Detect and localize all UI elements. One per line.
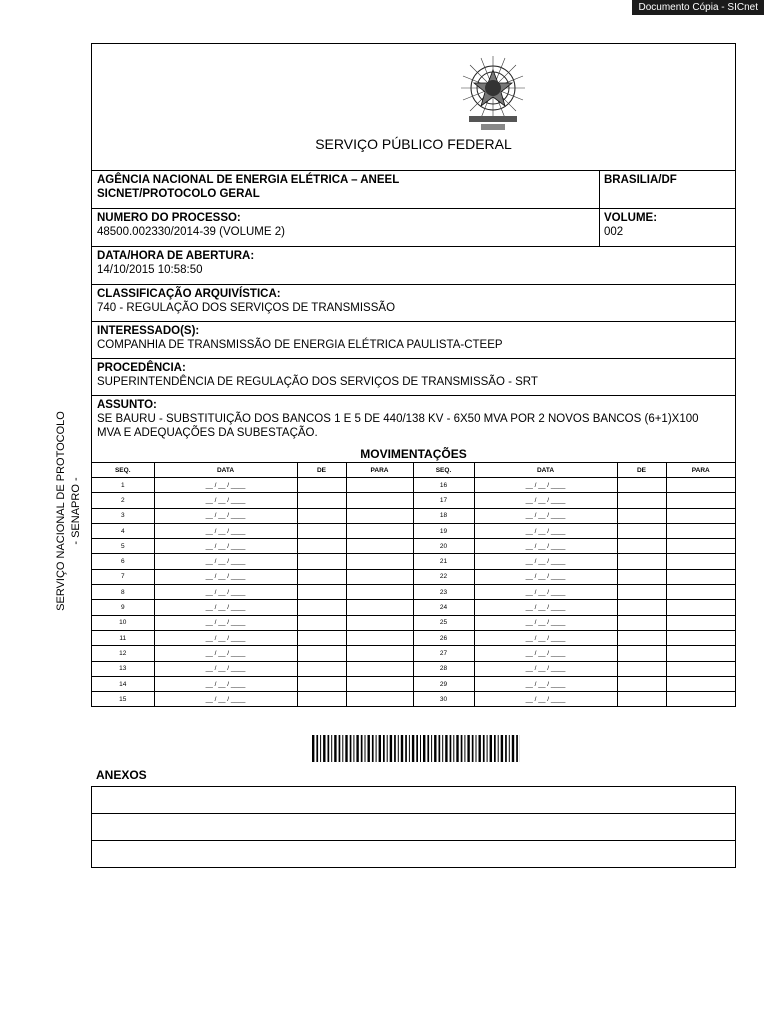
- row-from[interactable]: [617, 676, 666, 691]
- row-date[interactable]: __ / __ / ____: [154, 523, 297, 538]
- row-to[interactable]: [346, 539, 413, 554]
- row-to[interactable]: [666, 554, 735, 569]
- col-para-2: PARA: [666, 463, 735, 478]
- row-date[interactable]: __ / __ / ____: [474, 630, 617, 645]
- watermark-badge: Documento Cópia - SICnet: [632, 0, 764, 15]
- barcode-bar: [501, 735, 503, 762]
- process-cover: [91, 43, 736, 707]
- side-stamp-line2: - SENAPRO -: [70, 477, 82, 545]
- row-from[interactable]: [617, 478, 666, 493]
- barcode-bar: [350, 735, 352, 762]
- volume-label: VOLUME:: [604, 212, 658, 224]
- row-date[interactable]: __ / __ / ____: [154, 539, 297, 554]
- row-to[interactable]: [346, 508, 413, 523]
- barcode-bar: [512, 735, 514, 762]
- barcode-bar: [394, 735, 396, 762]
- table-row: [92, 508, 735, 523]
- row-from[interactable]: [617, 523, 666, 538]
- row-to[interactable]: [346, 600, 413, 615]
- barcode-bar: [472, 735, 474, 762]
- barcode-bar: [450, 735, 452, 762]
- col-de-2: DE: [617, 463, 666, 478]
- header: [92, 44, 735, 171]
- row-seq: 11: [92, 630, 154, 645]
- agency-location: BRASILIA/DF: [604, 174, 677, 186]
- subject-line2: MVA E ADEQUAÇÕES DA SUBESTAÇÃO.: [97, 427, 318, 439]
- row-date[interactable]: __ / __ / ____: [154, 646, 297, 661]
- row-seq: 15: [92, 692, 154, 707]
- row-seq: 24: [413, 600, 474, 615]
- barcode-bar: [479, 735, 481, 762]
- row-date[interactable]: __ / __ / ____: [474, 554, 617, 569]
- barcode-bar: [453, 735, 454, 762]
- row-from[interactable]: [297, 676, 346, 691]
- row-seq: 4: [92, 523, 154, 538]
- row-seq: 25: [413, 615, 474, 630]
- row-date[interactable]: __ / __ / ____: [154, 661, 297, 676]
- row-to[interactable]: [346, 661, 413, 676]
- table-row: [92, 692, 735, 707]
- interested-label: INTERESSADO(S):: [97, 325, 200, 337]
- row-date[interactable]: __ / __ / ____: [154, 569, 297, 584]
- barcode-bar: [320, 735, 321, 762]
- barcode-bar: [372, 735, 374, 762]
- row-date[interactable]: __ / __ / ____: [474, 478, 617, 493]
- row-seq: 21: [413, 554, 474, 569]
- row-date[interactable]: __ / __ / ____: [154, 554, 297, 569]
- barcode-bar: [328, 735, 330, 762]
- row-seq: 8: [92, 585, 154, 600]
- row-to[interactable]: [666, 523, 735, 538]
- table-row: [92, 676, 735, 691]
- barcode-bar: [379, 735, 381, 762]
- barcode-bar: [445, 735, 447, 762]
- row-date[interactable]: __ / __ / ____: [474, 692, 617, 707]
- side-stamp: [54, 406, 94, 616]
- row-seq: 30: [413, 692, 474, 707]
- movements-header-row: [92, 463, 735, 478]
- row-date[interactable]: __ / __ / ____: [154, 630, 297, 645]
- annex-line[interactable]: [92, 787, 735, 814]
- row-to[interactable]: [346, 630, 413, 645]
- row-from[interactable]: [297, 692, 346, 707]
- row-date[interactable]: __ / __ / ____: [474, 539, 617, 554]
- process-number-label: NUMERO DO PROCESSO:: [97, 212, 241, 224]
- barcode-bar: [387, 735, 388, 762]
- row-date[interactable]: __ / __ / ____: [154, 493, 297, 508]
- col-data: DATA: [154, 463, 297, 478]
- movements-table: [92, 462, 735, 706]
- row-date[interactable]: __ / __ / ____: [154, 508, 297, 523]
- row-to[interactable]: [666, 676, 735, 691]
- row-date[interactable]: __ / __ / ____: [154, 478, 297, 493]
- table-row: [92, 569, 735, 584]
- side-stamp-line1: SERVIÇO NACIONAL DE PROTOCOLO: [55, 411, 67, 611]
- barcode-bar: [498, 735, 499, 762]
- row-to[interactable]: [666, 585, 735, 600]
- classification-value: 740 - REGULAÇÃO DOS SERVIÇOS DE TRANSMISSÃO: [97, 302, 396, 314]
- row-seq: 14: [92, 676, 154, 691]
- agency-row: [92, 171, 735, 209]
- annex-line[interactable]: [92, 841, 735, 867]
- row-date[interactable]: __ / __ / ____: [474, 600, 617, 615]
- barcode-bar: [467, 735, 469, 762]
- row-from[interactable]: [297, 478, 346, 493]
- row-date[interactable]: __ / __ / ____: [154, 676, 297, 691]
- row-date[interactable]: __ / __ / ____: [154, 615, 297, 630]
- table-row: [92, 478, 735, 493]
- barcode-bar: [423, 735, 425, 762]
- row-to[interactable]: [346, 692, 413, 707]
- row-date[interactable]: __ / __ / ____: [154, 600, 297, 615]
- barcode-bar: [427, 735, 429, 762]
- annexes-label: ANEXOS: [96, 768, 147, 782]
- col-data-2: DATA: [474, 463, 617, 478]
- subject-line1: SE BAURU - SUBSTITUIÇÃO DOS BANCOS 1 E 5 DE 440/138 KV - 6X50 MVA POR 2 NOVOS BANCOS (6+1)X100: [97, 413, 699, 425]
- row-seq: 19: [413, 523, 474, 538]
- classification-label: CLASSIFICAÇÃO ARQUIVÍSTICA:: [97, 288, 281, 300]
- row-from[interactable]: [297, 554, 346, 569]
- process-number-value: 48500.002330/2014-39 (VOLUME 2): [97, 226, 285, 238]
- barcode-bar: [420, 735, 421, 762]
- table-row: [92, 585, 735, 600]
- row-from[interactable]: [297, 569, 346, 584]
- row-from[interactable]: [617, 569, 666, 584]
- barcode-bar: [345, 735, 347, 762]
- col-seq-2: SEQ.: [413, 463, 474, 478]
- barcode-bar: [434, 735, 436, 762]
- table-row: [92, 646, 735, 661]
- barcode-bar: [416, 735, 418, 762]
- coat-of-arms-icon: [451, 50, 535, 134]
- barcode-bar: [412, 735, 414, 762]
- row-from[interactable]: [297, 600, 346, 615]
- barcode-bar: [383, 735, 385, 762]
- row-date[interactable]: __ / __ / ____: [474, 585, 617, 600]
- row-date[interactable]: __ / __ / ____: [474, 615, 617, 630]
- row-to[interactable]: [666, 630, 735, 645]
- barcode-bar: [439, 735, 441, 762]
- row-to[interactable]: [346, 478, 413, 493]
- interested-value: COMPANHIA DE TRANSMISSÃO DE ENERGIA ELÉTRICA PAULISTA-CTEEP: [97, 339, 503, 351]
- row-from[interactable]: [617, 539, 666, 554]
- barcode-bar: [464, 735, 465, 762]
- row-seq: 22: [413, 569, 474, 584]
- row-seq: 5: [92, 539, 154, 554]
- row-from[interactable]: [297, 523, 346, 538]
- row-date[interactable]: __ / __ / ____: [474, 676, 617, 691]
- row-from[interactable]: [617, 692, 666, 707]
- origin-label: PROCEDÊNCIA:: [97, 362, 186, 374]
- row-from[interactable]: [297, 630, 346, 645]
- barcode-bar: [353, 735, 354, 762]
- barcode-bar: [316, 735, 318, 762]
- opening-date-row: [92, 247, 735, 285]
- table-row: [92, 630, 735, 645]
- row-to[interactable]: [346, 493, 413, 508]
- barcode-bar: [516, 735, 518, 762]
- row-seq: 26: [413, 630, 474, 645]
- barcode-bar: [376, 735, 377, 762]
- row-date[interactable]: __ / __ / ____: [474, 523, 617, 538]
- table-row: [92, 493, 735, 508]
- opening-date-value: 14/10/2015 10:58:50: [97, 264, 203, 276]
- barcode-bar: [442, 735, 443, 762]
- row-seq: 12: [92, 646, 154, 661]
- col-seq: SEQ.: [92, 463, 154, 478]
- row-date[interactable]: __ / __ / ____: [154, 585, 297, 600]
- row-seq: 6: [92, 554, 154, 569]
- barcode-bar: [334, 735, 336, 762]
- row-from[interactable]: [297, 646, 346, 661]
- barcode-bar: [339, 735, 341, 762]
- row-date[interactable]: __ / __ / ____: [154, 692, 297, 707]
- opening-date-label: DATA/HORA DE ABERTURA:: [97, 250, 255, 262]
- movements-title: MOVIMENTAÇÕES: [360, 447, 467, 461]
- row-seq: 13: [92, 661, 154, 676]
- row-from[interactable]: [297, 585, 346, 600]
- barcode-bar: [368, 735, 370, 762]
- row-seq: 20: [413, 539, 474, 554]
- barcode-bar: [461, 735, 463, 762]
- row-from[interactable]: [617, 493, 666, 508]
- row-date[interactable]: __ / __ / ____: [474, 493, 617, 508]
- agency-name: AGÊNCIA NACIONAL DE ENERGIA ELÉTRICA – ANEEL: [97, 174, 400, 186]
- barcode-bar: [483, 735, 485, 762]
- row-from[interactable]: [297, 508, 346, 523]
- barcode-bar: [456, 735, 458, 762]
- row-from[interactable]: [617, 630, 666, 645]
- table-row: [92, 661, 735, 676]
- barcode-bar: [476, 735, 477, 762]
- barcode: [312, 735, 520, 762]
- row-to[interactable]: [346, 569, 413, 584]
- table-row: [92, 554, 735, 569]
- row-from[interactable]: [617, 585, 666, 600]
- row-seq: 3: [92, 508, 154, 523]
- row-to[interactable]: [346, 523, 413, 538]
- row-to[interactable]: [666, 478, 735, 493]
- table-row: [92, 523, 735, 538]
- row-to[interactable]: [346, 615, 413, 630]
- row-from[interactable]: [297, 661, 346, 676]
- row-to[interactable]: [666, 539, 735, 554]
- row-seq: 9: [92, 600, 154, 615]
- row-date[interactable]: __ / __ / ____: [474, 569, 617, 584]
- row-from[interactable]: [617, 554, 666, 569]
- barcode-bar: [494, 735, 496, 762]
- barcode-bar: [365, 735, 366, 762]
- barcode-bar: [505, 735, 507, 762]
- row-to[interactable]: [666, 646, 735, 661]
- row-from[interactable]: [617, 646, 666, 661]
- barcode-bar: [409, 735, 410, 762]
- agency-unit: SICNET/PROTOCOLO GERAL: [97, 188, 260, 200]
- row-to[interactable]: [666, 615, 735, 630]
- row-to[interactable]: [666, 569, 735, 584]
- row-to[interactable]: [346, 554, 413, 569]
- subject-row: [92, 396, 735, 446]
- row-to[interactable]: [346, 646, 413, 661]
- classification-row: [92, 285, 735, 322]
- row-to[interactable]: [346, 676, 413, 691]
- barcode-bar: [405, 735, 407, 762]
- barcode-bar: [398, 735, 399, 762]
- row-from[interactable]: [617, 615, 666, 630]
- table-row: [92, 539, 735, 554]
- row-from[interactable]: [617, 600, 666, 615]
- barcode-bar: [487, 735, 488, 762]
- row-seq: 16: [413, 478, 474, 493]
- origin-row: [92, 359, 735, 396]
- row-seq: 7: [92, 569, 154, 584]
- barcode-bar: [342, 735, 343, 762]
- header-title: SERVIÇO PÚBLICO FEDERAL: [315, 136, 512, 152]
- barcode-bar: [509, 735, 510, 762]
- annex-line[interactable]: [92, 814, 735, 841]
- process-row: [92, 209, 735, 247]
- row-date[interactable]: __ / __ / ____: [474, 508, 617, 523]
- row-seq: 1: [92, 478, 154, 493]
- barcode-bar: [361, 735, 363, 762]
- row-to[interactable]: [666, 493, 735, 508]
- row-from[interactable]: [297, 493, 346, 508]
- row-from[interactable]: [617, 661, 666, 676]
- annexes-box: [91, 786, 736, 868]
- row-date[interactable]: __ / __ / ____: [474, 661, 617, 676]
- row-to[interactable]: [666, 661, 735, 676]
- row-from[interactable]: [297, 539, 346, 554]
- row-to[interactable]: [666, 600, 735, 615]
- row-from[interactable]: [297, 615, 346, 630]
- barcode-bar: [356, 735, 358, 762]
- row-to[interactable]: [666, 692, 735, 707]
- row-seq: 28: [413, 661, 474, 676]
- row-seq: 2: [92, 493, 154, 508]
- row-seq: 29: [413, 676, 474, 691]
- row-seq: 23: [413, 585, 474, 600]
- row-to[interactable]: [666, 508, 735, 523]
- volume-value: 002: [604, 226, 624, 238]
- row-seq: 27: [413, 646, 474, 661]
- barcode-bar: [401, 735, 403, 762]
- barcode-bar: [390, 735, 392, 762]
- interested-row: [92, 322, 735, 359]
- table-row: [92, 615, 735, 630]
- barcode-bar: [490, 735, 492, 762]
- col-de: DE: [297, 463, 346, 478]
- row-date[interactable]: __ / __ / ____: [474, 646, 617, 661]
- row-from[interactable]: [617, 508, 666, 523]
- origin-value: SUPERINTENDÊNCIA DE REGULAÇÃO DOS SERVIÇOS DE TRANSMISSÃO - SRT: [97, 376, 538, 388]
- subject-label: ASSUNTO:: [97, 399, 157, 411]
- barcode-bar: [331, 735, 332, 762]
- table-row: [92, 600, 735, 615]
- barcode-bar: [312, 735, 314, 762]
- barcode-bar: [323, 735, 325, 762]
- barcode-bar: [431, 735, 432, 762]
- row-seq: 17: [413, 493, 474, 508]
- row-to[interactable]: [346, 585, 413, 600]
- row-seq: 18: [413, 508, 474, 523]
- col-para: PARA: [346, 463, 413, 478]
- row-seq: 10: [92, 615, 154, 630]
